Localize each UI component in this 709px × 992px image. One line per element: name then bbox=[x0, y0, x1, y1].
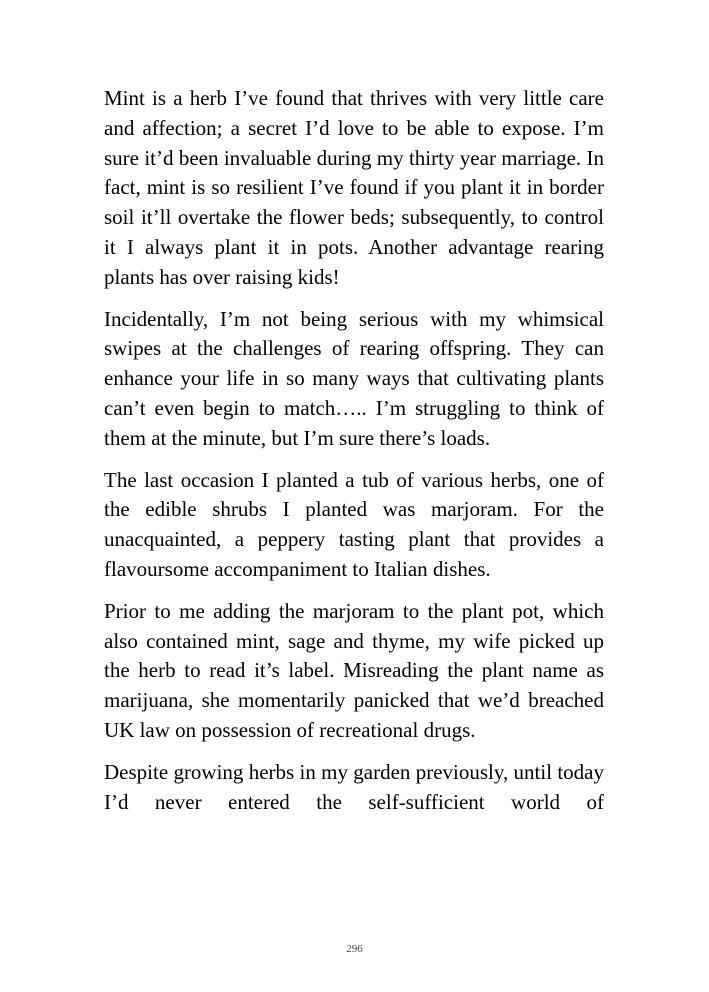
paragraph-marjoram: The last occasion I planted a tub of various herbs, one of the edible shrubs I planted was marjoram. For the unacquainted, a peppery tasting plant that provides a flavoursome accompaniment to Italian dishes. bbox=[104, 467, 604, 581]
paragraph-incidentally: Incidentally, I’m not being serious with my whimsical swipes at the challenges of rearing offspring. They can enhance your life in so many ways that cultivating plants can’t even begin to match….. I’m struggling to think of them at the minute, but I’m sure there’s loads. bbox=[104, 306, 604, 450]
paragraph-mint: Mint is a herb I’ve found that thrives with very little care and affection; a secret I’d love to be able to expose. I’m sure it’d been invaluable during my thirty year marriage. In fact, mint is so resilient I’ve found if you plant it in border soil it’ll overtake the flower beds; subsequently, to control it I always plant it in pots. Another advantage rearing plants has over raising kids! bbox=[104, 86, 604, 289]
body-text bbox=[104, 84, 604, 817]
page-number: 296 bbox=[346, 943, 363, 955]
paragraph-despite: Despite growing herbs in my garden previously, until today I’d never entered the self-sufficient world of bbox=[104, 759, 604, 814]
paragraph-prior: Prior to me adding the marjoram to the plant pot, which also contained mint, sage and thyme, my wife picked up the herb to read it’s label. Misreading the plant name as marijuana, she momentarily panicked that we’d breached UK law on possession of recreational drugs. bbox=[104, 598, 604, 742]
